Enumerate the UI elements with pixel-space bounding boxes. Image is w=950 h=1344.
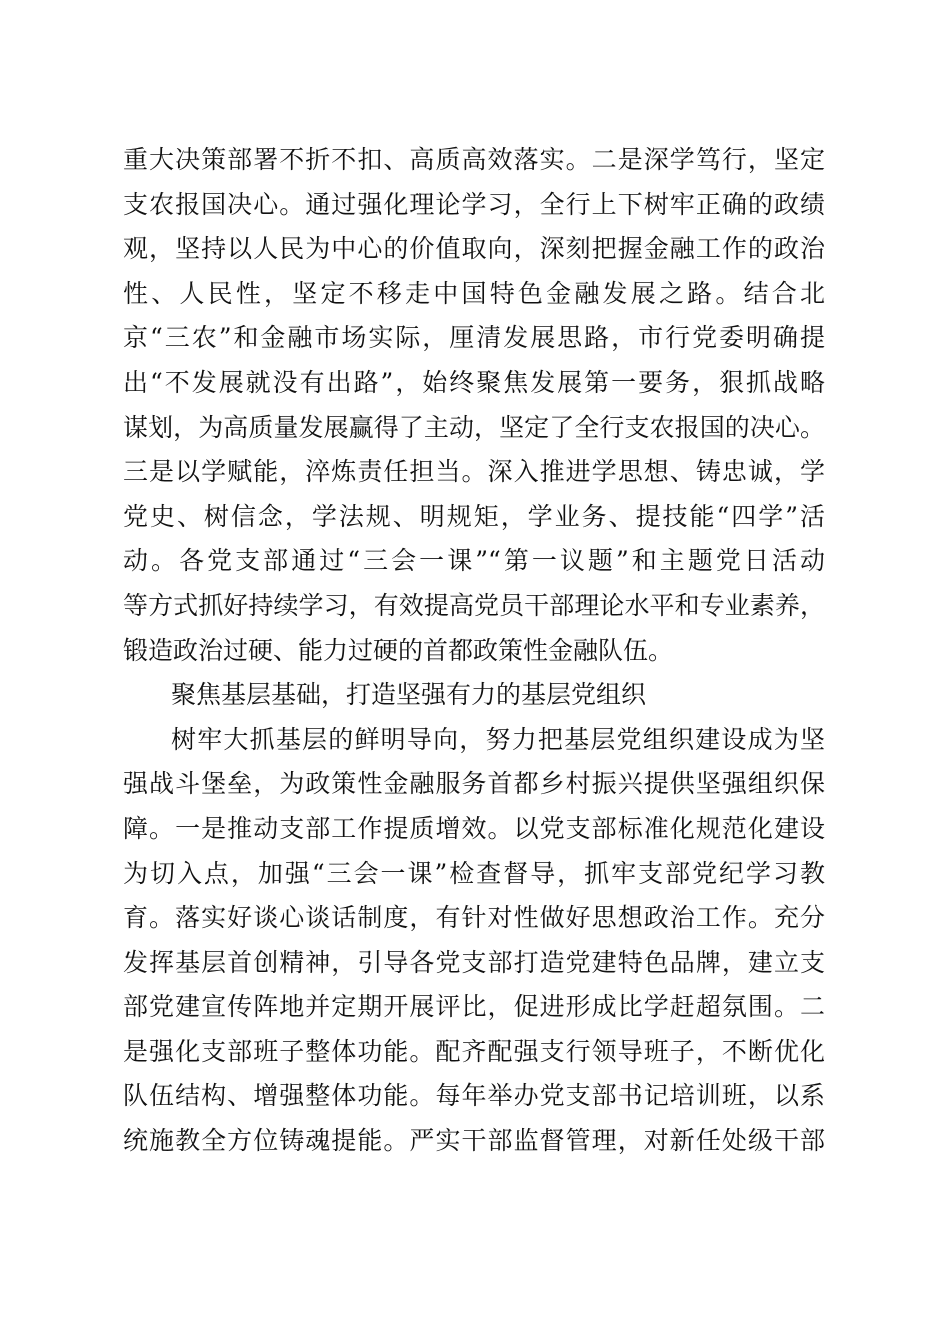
text-line: 动。各党支部通过“三会一课”“第一议题”和主题党日活动 xyxy=(123,546,825,576)
text-line: 支农报国决心。通过强化理论学习，全行上下树牢正确的政绩 xyxy=(123,189,825,219)
text-line: 队伍结构、增强整体功能。每年举办党支部书记培训班，以系 xyxy=(123,1081,825,1111)
text-line: 三是以学赋能，淬炼责任担当。深入推进学思想、铸忠诚，学 xyxy=(123,457,825,487)
document-page xyxy=(123,138,825,1164)
text-line: 是强化支部班子整体功能。配齐配强支行领导班子，不断优化 xyxy=(123,1036,825,1066)
text-line: 重大决策部署不折不扣、高质高效落实。二是深学笃行，坚定 xyxy=(123,145,825,174)
text-line: 锻造政治过硬、能力过硬的首都政策性金融队伍。 xyxy=(123,635,674,665)
text-line: 出“不发展就没有出路”，始终聚焦发展第一要务，狠抓战略 xyxy=(123,367,825,397)
text-line: 为切入点，加强“三会一课”检查督导，抓牢支部党纪学习教 xyxy=(123,858,825,888)
text-line: 党史、树信念，学法规、明规矩，学业务、提技能“四学”活 xyxy=(123,501,825,531)
section-heading: 聚焦基层基础，打造坚强有力的基层党组织 xyxy=(171,680,647,710)
text-line: 等方式抓好持续学习，有效提高党员干部理论水平和专业素养， xyxy=(123,590,825,620)
text-line: 统施教全方位铸魂提能。严实干部监督管理，对新任处级干部 xyxy=(123,1126,825,1156)
text-line: 部党建宣传阵地并定期开展评比，促进形成比学赶超氛围。二 xyxy=(123,992,825,1022)
text-line: 育。落实好谈心谈话制度，有针对性做好思想政治工作。充分 xyxy=(123,903,825,933)
paragraph-1 xyxy=(123,138,825,673)
text-line: 性、人民性，坚定不移走中国特色金融发展之路。结合北 xyxy=(123,278,825,308)
text-line: 谋划，为高质量发展赢得了主动，坚定了全行支农报国的决心。 xyxy=(123,412,825,442)
text-line: 发挥基层首创精神，引导各党支部打造党建特色品牌，建立支 xyxy=(123,947,825,977)
text-line: 观，坚持以人民为中心的价值取向，深刻把握金融工作的政治 xyxy=(123,234,825,264)
text-line: 障。一是推动支部工作提质增效。以党支部标准化规范化建设 xyxy=(123,813,825,843)
text-line: 树牢大抓基层的鲜明导向，努力把基层党组织建设成为坚 xyxy=(171,724,825,754)
text-line: 强战斗堡垒，为政策性金融服务首都乡村振兴提供坚强组织保 xyxy=(123,769,825,799)
paragraph-2 xyxy=(123,718,825,1164)
text-line: 京“三农”和金融市场实际，厘清发展思路，市行党委明确提 xyxy=(123,323,825,353)
